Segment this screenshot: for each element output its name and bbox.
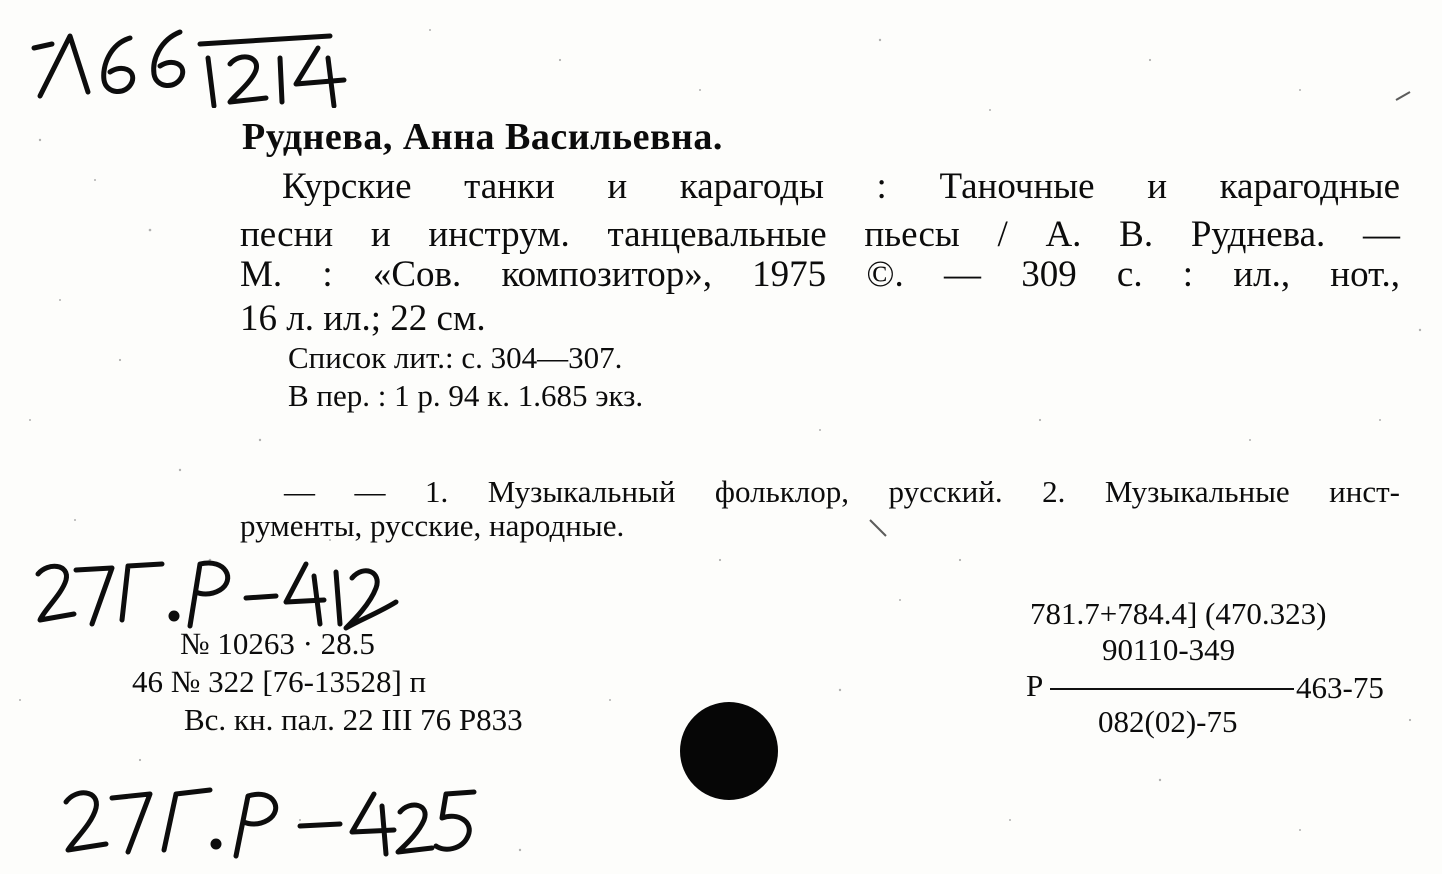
- punch-hole: [680, 702, 778, 800]
- class-code-top: 90110-349: [1102, 632, 1236, 667]
- price-note: В пер. : 1 р. 94 к. 1.685 экз.: [288, 378, 644, 413]
- printing-info-line-2: 46 № 322 [76-13528] п: [132, 664, 427, 699]
- subjects-line-2: рументы, русские, народные.: [240, 508, 625, 543]
- handwritten-shelfmark-2: [60, 772, 480, 862]
- publication-line: М. : «Сов. композитор», 1975 ©. — 309 с. : ил., нот.,: [240, 254, 1400, 295]
- bibliography-note: Список лит.: с. 304—307.: [288, 340, 623, 375]
- handwritten-code-top-left: [30, 18, 350, 108]
- printing-info-line-3: Вс. кн. пал. 22 III 76 Р833: [184, 702, 523, 737]
- title-line-1: Курские танки и карагоды : Таночные и карагодные: [282, 166, 1400, 207]
- printing-info-line-1: № 10263 · 28.5: [180, 626, 375, 661]
- fraction-line: [1050, 688, 1294, 690]
- class-prefix: Р: [1026, 668, 1044, 703]
- class-suffix: 463-75: [1296, 670, 1384, 705]
- class-code-bottom: 082(02)-75: [1098, 704, 1238, 739]
- extent-line: 16 л. ил.; 22 см.: [240, 298, 486, 339]
- subjects-line-1: — — 1. Музыкальный фольклор, русский. 2. Музыкальные инст-: [284, 474, 1400, 509]
- author-heading: Руднева, Анна Васильевна.: [242, 116, 723, 158]
- title-line-2: песни и инструм. танцевальные пьесы / А. В. Руднева. —: [240, 214, 1400, 255]
- udc-code: 781.7+784.4] (470.323): [1030, 596, 1327, 631]
